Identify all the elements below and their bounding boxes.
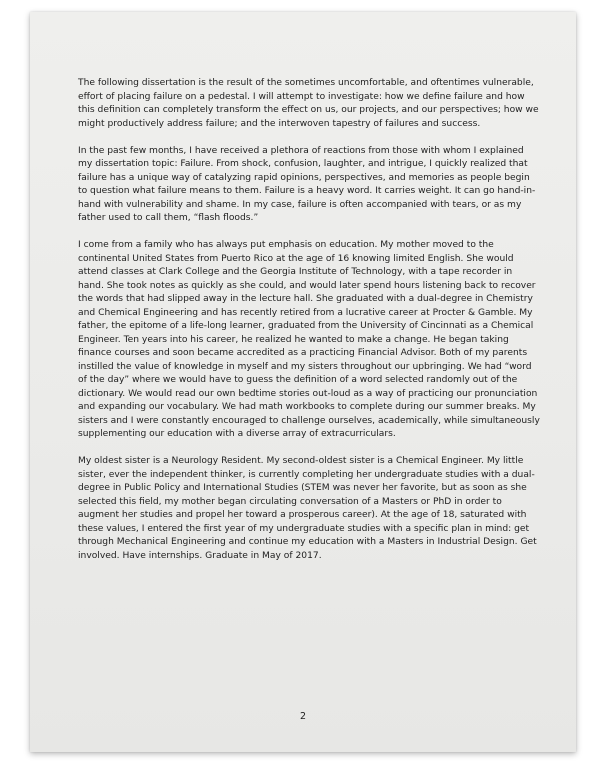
document-page xyxy=(30,12,576,752)
paragraph-family: I come from a family who has always put emphasis on education. My mother moved to the continental United States from Puerto Rico at the age of 16 knowing limited English. She would attend classes at Clark College and the Georgia Institute of Technology, with a tape recorder in hand. She took notes as quickly as she could, and would later spend hours listening back to recover the words that had slipped away in the lecture hall. She graduated with a dual-degree in Chemistry and Chemical Engineering and has recently retired from a lucrative career at Procter & Gamble. My father, the epitome of a life-long learner, graduated from the University of Cincinnati as a Chemical Engineer. Ten years into his career, he realized he wanted to make a change. He began taking finance courses and soon became accredited as a practicing Financial Advisor. Both of my parents instilled the value of knowledge in myself and my sisters throughout our upbringing. We had “word of the day” where we would have to guess the definition of a word selected randomly out of the dictionary. We would read our own bedtime stories out-loud as a way of practicing our pronunciation and expanding our vocabulary. We had math workbooks to complete during our summer breaks. My sisters and I were constantly encouraged to challenge ourselves, academically, while simultaneously supplementing our education with a diverse array of extracurriculars. xyxy=(78,240,540,439)
page-number: 2 xyxy=(299,711,307,722)
page-body xyxy=(78,77,540,577)
paragraph-reactions: In the past few months, I have received a plethora of reactions from those with whom I explained my dissertation topic: Failure. From shock, confusion, laughter, and intrigue, I quickly realized that failure has a unique way of catalyzing rapid opinions, perspectives, and memories as people begin to question what failure means to them. Failure is a heavy word. It carries weight. It can go hand-in-hand with vulnerability and shame. In my case, failure is often accompanied with tears, or as my father used to call them, “flash floods.” xyxy=(78,145,536,223)
paragraph-intro: The following dissertation is the result of the sometimes uncomfortable, and oftentimes vulnerable, effort of placing failure on a pedestal. I will attempt to investigate: how we define failure and how this definition can completely transform the effect on us, our projects, and our perspectives; how we might productively address failure; and the interwoven tapestry of failures and success. xyxy=(78,78,539,129)
paragraph-sisters: My oldest sister is a Neurology Resident. My second-oldest sister is a Chemical Engineer. My little sister, ever the independent thinker, is currently completing her undergraduate studies with a dual-degree in Public Policy and International Studies (STEM was never her favorite, but as soon as she selected this field, my mother began circulating conversation of a Masters or PhD in order to augment her studies and propel her toward a prosperous career). At the age of 18, saturated with these values, I entered the first year of my undergraduate studies with a specific plan in mind: get through Mechanical Engineering and continue my education with a Masters in Industrial Design. Get involved. Have internships. Graduate in May of 2017. xyxy=(78,456,537,561)
